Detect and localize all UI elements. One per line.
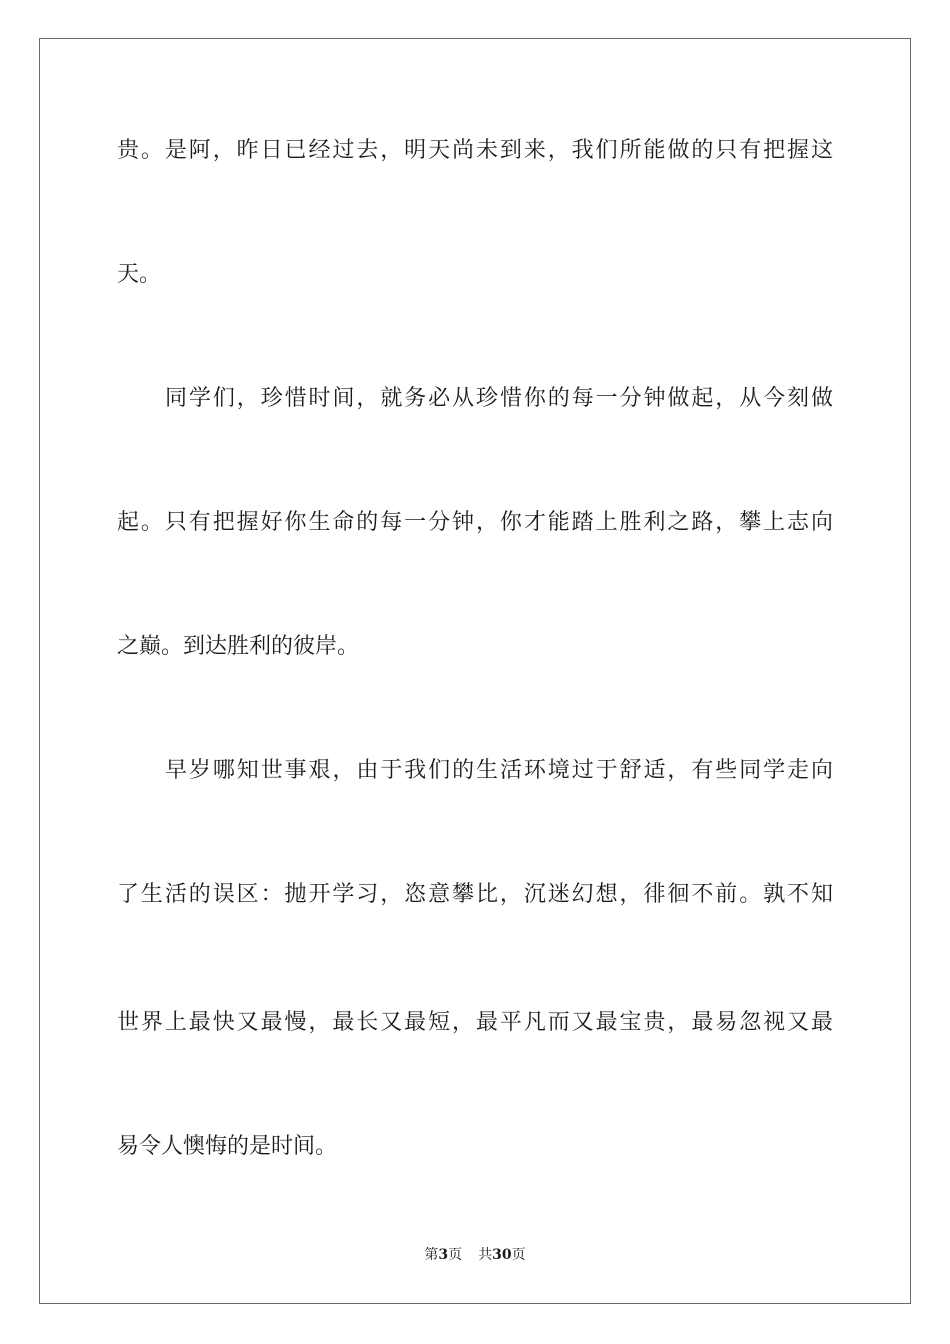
paragraph-line: 了生活的误区：抛开学习，恣意攀比，沉迷幻想，徘徊不前。孰不知 [117, 882, 833, 907]
paragraph-line: 贵。是阿，昨日已经过去，明天尚未到来，我们所能做的只有把握这 [117, 138, 833, 163]
page-prefix: 第 [424, 1247, 439, 1263]
paragraph-line: 天。 [117, 262, 162, 287]
paragraph-line: 同学们，珍惜时间，就务必从珍惜你的每一分钟做起，从今刻做 [165, 386, 833, 411]
page-border [39, 38, 911, 1304]
total-suffix: 页 [511, 1247, 526, 1263]
paragraph-line: 起。只有把握好你生命的每一分钟，你才能踏上胜利之路，攀上志向 [117, 510, 833, 535]
paragraph-line: 之巅。到达胜利的彼岸。 [117, 634, 360, 659]
paragraph-line: 易令人懊悔的是时间。 [117, 1134, 338, 1159]
total-prefix: 共 [478, 1247, 493, 1263]
total-pages: 30 [492, 1247, 512, 1263]
page-footer [0, 1246, 950, 1264]
paragraph-line: 早岁哪知世事艰，由于我们的生活环境过于舒适，有些同学走向 [165, 758, 833, 783]
page-number: 3 [438, 1247, 449, 1263]
paragraph-line: 世界上最快又最慢，最长又最短，最平凡而又最宝贵，最易忽视又最 [117, 1010, 833, 1035]
page-suffix: 页 [448, 1247, 463, 1263]
